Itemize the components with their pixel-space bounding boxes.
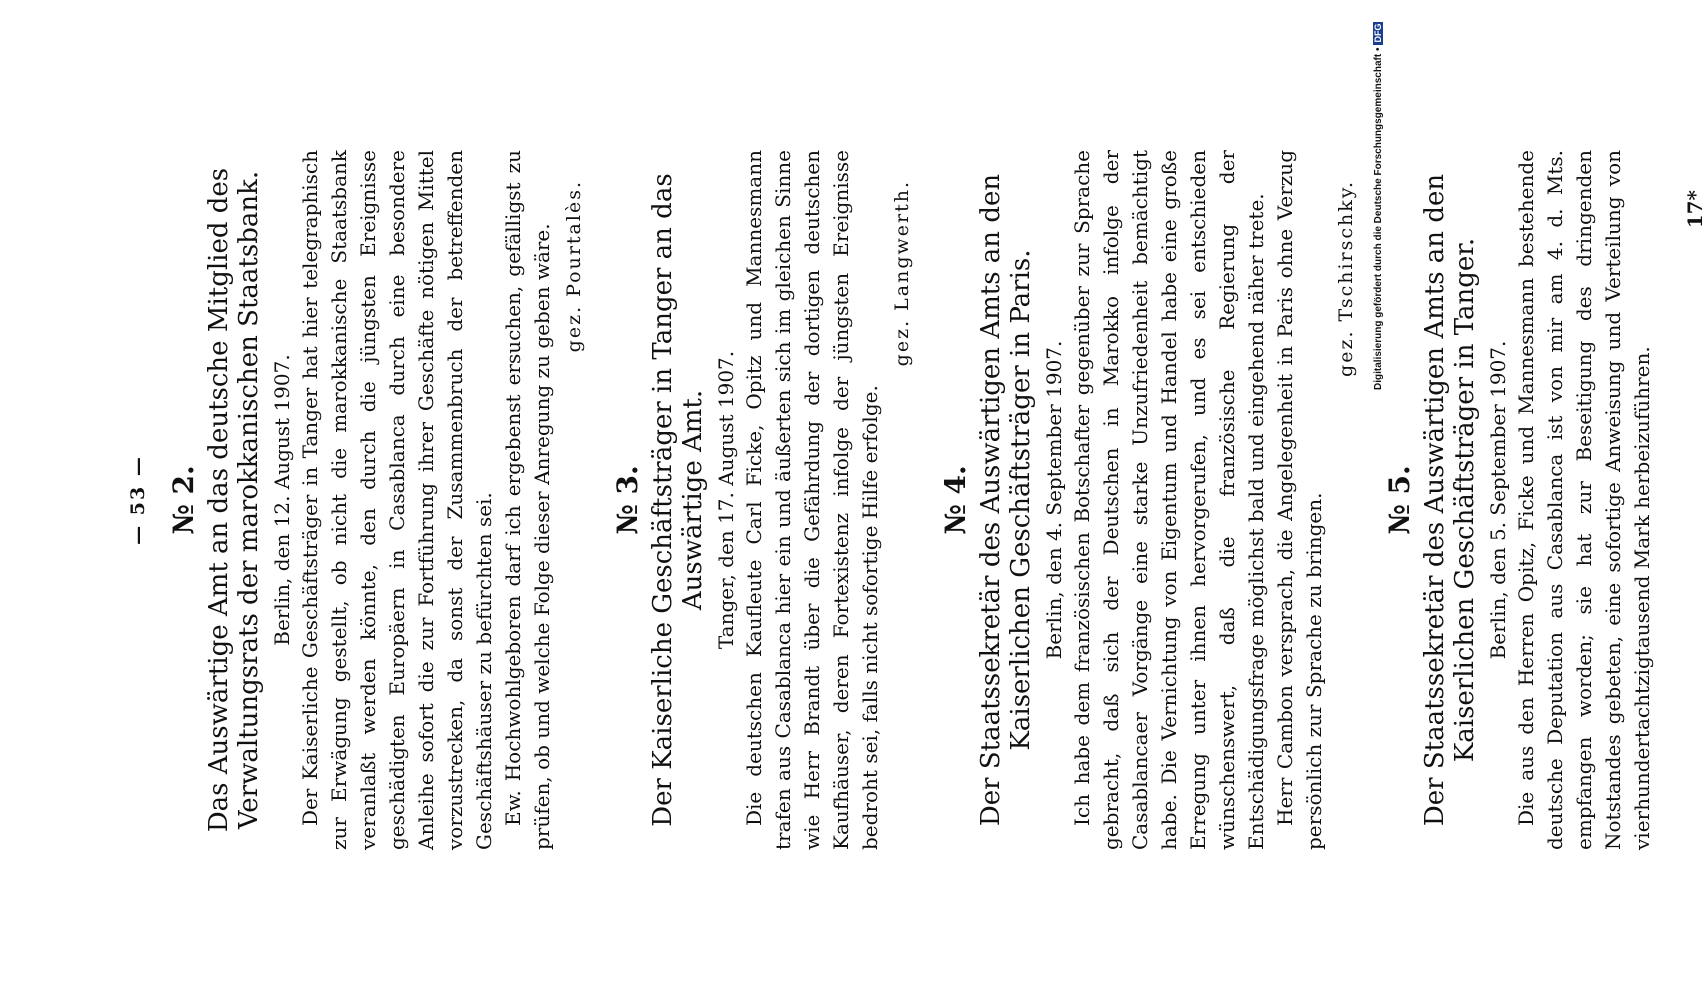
digitization-credit — [1368, 10, 1388, 390]
document-section-2 — [167, 150, 585, 850]
section-number: № 2. — [167, 465, 200, 535]
page-number: — 53 — — [127, 455, 149, 545]
paragraph: Die deutschen Kaufleute Carl Ficke, Opitz und Mannesmann trafen aus Casablanca hier ein und äußerten sich im gleichen Sinne wie Herr Brandt über die Gefährdung der dortigen deutschen Kaufhäuser, deren Fortexistenz infolge der jüngsten Ereignisse bedroht sei, falls nicht sofortige Hilfe erfolge. — [742, 150, 882, 850]
dateline: Berlin, den 4. September 1907. — [1042, 340, 1066, 660]
document-section-3 — [611, 150, 913, 850]
paragraph: Herr Cambon versprach, die Angelegenheit in Paris ohne Verzug persönlich zur Sprache zu bringen. — [1273, 150, 1326, 850]
section-title: Der Staatssekretär des Auswärtigen Amts an den Kaiserlichen Geschäftsträger in Tanger. — [1420, 173, 1480, 827]
signature: gez. Langwerth. — [891, 180, 913, 367]
document-section-4 — [939, 150, 1357, 850]
dateline: Berlin, den 5. September 1907. — [1486, 340, 1510, 660]
dateline: Berlin, den 12. August 1907. — [270, 354, 294, 646]
sheet-signature-mark: 17* — [1683, 190, 1707, 229]
section-title: Das Auswärtige Amt an das deutsche Mitglied des Verwaltungsrats der marokkanischen Staatsbank. — [204, 167, 264, 833]
section-number: № 3. — [611, 465, 644, 535]
section-title: Der Staatssekretär des Auswärtigen Amts an den Kaiserlichen Geschäftsträger in Paris. — [976, 173, 1036, 827]
document-section-5 — [1383, 150, 1657, 850]
dateline: Tanger, den 17. August 1907. — [714, 350, 738, 650]
section-number: № 4. — [939, 465, 972, 535]
signature: gez. Tschirschky. — [1335, 180, 1357, 377]
dfg-logo: DFG — [1373, 23, 1383, 43]
paragraph: Die aus den Herren Opitz, Ficke und Mannesmann bestehende deutsche Deputation aus Casablanca ist von mir am 4. d. Mts. empfangen worden; sie hat zur Beseitigung des dringenden Notstandes gebeten, eine sofortige Anweisung und Verteilung von vierhundertachtzigtausend Mark herbeizuführen. — [1514, 150, 1654, 850]
paragraph: Ich habe dem französischen Botschafter gegenüber zur Sprache gebracht, daß sich der Deutschen in Marokko infolge der Casablancaer Vorgänge eine starke Unzufriedenheit bemächtigt habe. Die Vernichtung von Eigentum und Handel habe eine große Erregung unter ihnen hervorgerufen, und es sei entschieden wünschenswert, daß die französische Regierung der Entschädigungsfrage möglichst bald und eingehend näher trete. — [1070, 150, 1268, 850]
section-title: Der Kaiserliche Geschäftsträger in Tanger an das Auswärtige Amt. — [648, 173, 708, 827]
signature: gez. Pourtalès. — [563, 180, 585, 353]
paragraph: Ew. Hochwohlgeboren darf ich ergebenst ersuchen, gefälligst zu prüfen, ob und welche Folge dieser Anregung zu geben wäre. — [501, 150, 554, 850]
credit-text: Digitalisierung gefördert durch die Deutsche Forschungsgemeinschaft • — [1372, 47, 1384, 390]
section-number: № 5. — [1383, 465, 1416, 535]
paragraph: Der Kaiserliche Geschäftsträger in Tanger hat hier telegraphisch zur Erwägung gestellt, ob nicht die marokkanische Staatsbank veranlaßt werden könnte, den durch die jüngsten Ereignisse geschädigten Europäern in Casablanca durch eine besondere Anleihe sofort die zur Fortführung ihrer Geschäfte nötigen Mittel vorzustrecken, da sonst der Zusammenbruch der betreffenden Geschäftshäuser zu befürchten sei. — [298, 150, 496, 850]
